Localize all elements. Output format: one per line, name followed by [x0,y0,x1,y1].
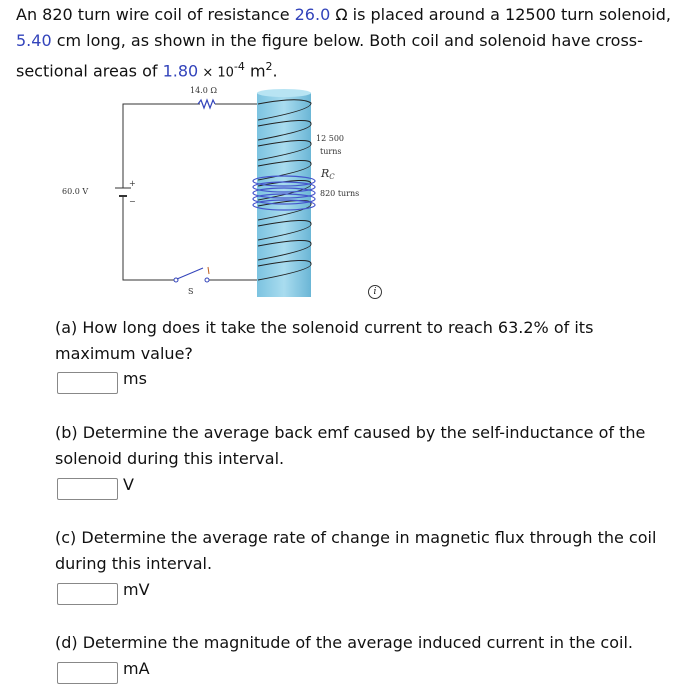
unit-c: mV [123,580,150,599]
unit-b: V [123,475,134,494]
unit-d: mA [123,659,150,678]
svg-text:+: + [129,179,136,188]
question-a: (a) How long does it take the solenoid current to reach 63.2% of its maximum value? [55,318,594,363]
unit-a: ms [123,369,147,388]
answer-d-input[interactable] [57,662,118,684]
question-c: (c) Determine the average rate of change in magnetic flux through the coil during this interval. [55,528,657,573]
svg-text:turns: turns [320,147,342,156]
svg-text:−: − [129,197,136,206]
question-d: (d) Determine the magnitude of the average induced current in the coil. [55,633,633,652]
svg-text:60.0 V: 60.0 V [62,187,89,196]
svg-text:S: S [188,287,194,296]
svg-text:14.0 Ω: 14.0 Ω [190,86,217,95]
battery-icon [115,188,131,196]
svg-text:12 500: 12 500 [316,134,344,143]
svg-text:RC: RC [321,167,335,181]
problem-statement: An 820 turn wire coil of resistance 26.0 Ω is placed around a 12500 turn solenoid, 5.40 cm long, as shown in the figure below. Both coil and solenoid have cross-sectional areas of $1.80 \times 10^{-4}$ $m^2$. [16,5,671,81]
switch-icon [174,267,209,282]
answer-a-input[interactable] [57,372,118,394]
circuit-figure [0,0,681,320]
answer-b-input[interactable] [57,478,118,500]
info-icon[interactable]: i [368,285,382,299]
svg-text:820 turns: 820 turns [320,189,360,198]
resistor-icon [198,100,215,108]
answer-c-input[interactable] [57,583,118,605]
question-b: (b) Determine the average back emf caused by the self-inductance of the solenoid during this interval. [55,423,646,468]
wire [123,104,258,280]
